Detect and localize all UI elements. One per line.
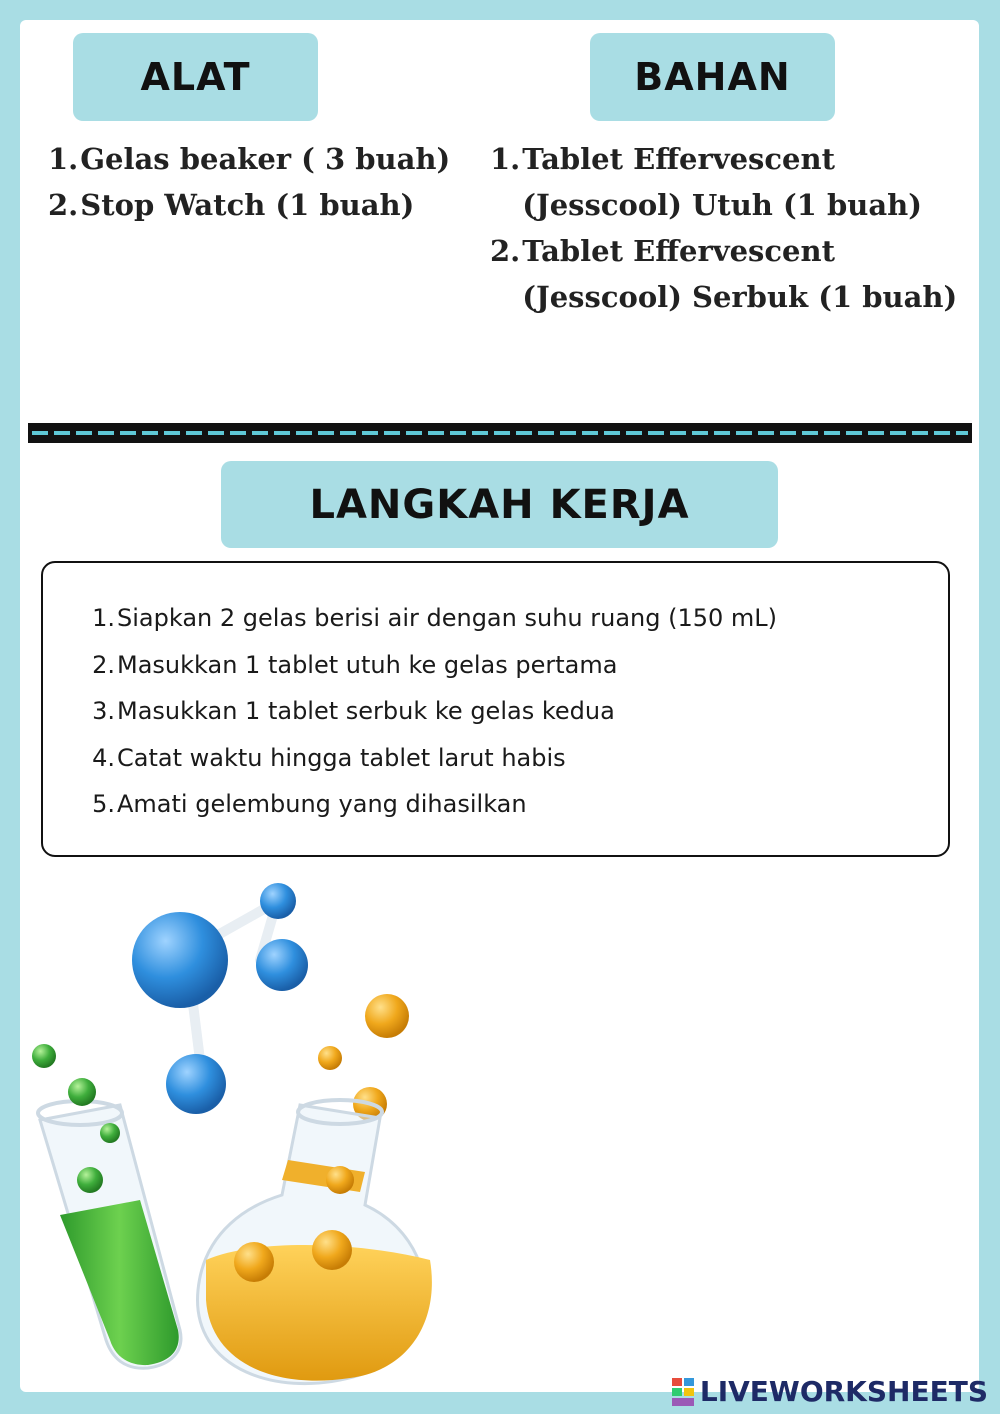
worksheet-page — [20, 20, 979, 1392]
step-item — [87, 735, 907, 782]
list-item — [48, 136, 468, 182]
alat-title: ALAT — [140, 55, 251, 99]
liveworksheets-logo[interactable] — [672, 1375, 988, 1408]
step-text: Siapkan 2 gelas berisi air dengan suhu ruang (150 mL) — [117, 604, 778, 632]
step-item — [87, 595, 907, 642]
test-tube — [32, 1044, 181, 1368]
alat-list — [48, 136, 468, 228]
step-number: 3. — [92, 697, 115, 725]
item-number: 2. — [48, 188, 79, 222]
langkah-heading — [221, 461, 778, 548]
langkah-title: LANGKAH KERJA — [309, 481, 690, 528]
atom-medium — [166, 1054, 226, 1114]
step-text: Amati gelembung yang dihasilkan — [117, 790, 527, 818]
step-item — [87, 781, 907, 828]
bahan-list — [490, 136, 970, 320]
item-number: 1. — [48, 142, 79, 176]
item-number: 1. — [490, 142, 521, 176]
atom-small — [260, 883, 296, 919]
list-item — [490, 228, 970, 320]
alat-heading — [73, 33, 318, 121]
steps-list — [87, 595, 907, 828]
item-text: Gelas beaker ( 3 buah) — [80, 142, 451, 176]
step-text: Masukkan 1 tablet utuh ke gelas pertama — [117, 650, 618, 679]
step-item — [87, 688, 907, 735]
list-item — [48, 182, 468, 228]
logo-text: LIVEWORKSHEETS — [699, 1375, 988, 1408]
steps-box — [41, 561, 950, 857]
step-number: 2. — [92, 650, 115, 679]
atom-medium — [256, 939, 308, 991]
step-text: Catat waktu hingga tablet larut habis — [117, 743, 566, 772]
step-number: 5. — [92, 790, 115, 818]
item-text: Tablet Effervescent (Jesscool) Serbuk (1 buah) — [522, 234, 958, 314]
item-text: Stop Watch (1 buah) — [80, 188, 415, 222]
step-text: Masukkan 1 tablet serbuk ke gelas kedua — [117, 697, 615, 725]
step-number: 1. — [92, 604, 115, 632]
divider-dash-pattern — [32, 431, 968, 435]
liveworksheets-logo-icon — [672, 1378, 694, 1406]
item-number: 2. — [490, 234, 521, 268]
bahan-title: BAHAN — [634, 55, 791, 99]
step-number: 4. — [92, 743, 115, 772]
list-item — [490, 136, 970, 228]
atom-large — [132, 912, 228, 1008]
step-item — [87, 642, 907, 689]
round-flask — [198, 1100, 432, 1384]
bahan-heading — [590, 33, 835, 121]
item-text: Tablet Effervescent (Jesscool) Utuh (1 buah) — [522, 142, 922, 222]
molecule-model — [132, 883, 308, 1114]
chemistry-illustration — [20, 860, 480, 1390]
section-divider — [28, 423, 972, 443]
